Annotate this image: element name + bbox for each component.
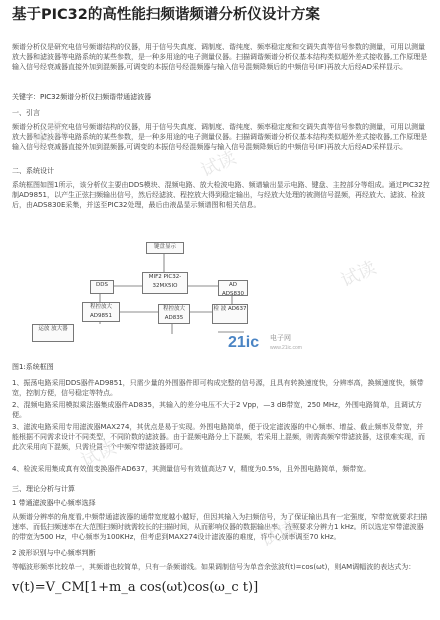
page-title: 基于PIC32的高性能扫频谐频谱分析仪设计方案	[12, 7, 320, 23]
watermark: 试读	[27, 117, 70, 152]
block-dds: DDS	[90, 280, 114, 294]
subsection-heading: 2 波形识别与中心频率判断	[12, 549, 96, 557]
list-item: 3、滤波电路采用专用滤波器MAX274，其优点是易于实现。外围电路简单，便于设定滤波器的中心频率、增益、截止频率及带宽，并能根据不同需求设计不同类型，不同阶数的滤波器。由于混频电路分上下混频，若采用上混频，则需高频窄带滤波器，这很难实现，而此次采用向下混频，只需设置一个中频窄带滤波器即可。	[12, 423, 425, 451]
svg-text:电子网: 电子网	[270, 335, 291, 342]
list-item: 2、混频电路采用模拟乘法器集成器件AD835，其输入的差分电压不大于2 Vpp，—3 dB带宽，250 MHz，外围电路简单，且调试方便。	[12, 401, 422, 419]
system-body: 系统框图如图1所示，该分析仪主要由DDS模块、混频电路、放大检波电路、频谱输出显示电路、键盘、主控部分等组成。通过PIC32控制AD9851，以产生正弦扫频输出信号，然后经滤波、程控放大得到稳定输出，与经放大处理的被测信号混频，再经放大、滤波、检波后，由ADS830E采集，并送至PIC32处理，最后由液晶显示频谱图和相关信息。	[12, 181, 430, 209]
block-pga: 程控放大 AD9851	[82, 302, 120, 322]
system-block-diagram	[12, 242, 428, 360]
block-adc: AD ADS830	[218, 280, 248, 296]
block-detector: 检 波 AD637	[212, 304, 248, 324]
watermark: 试读	[257, 517, 300, 552]
watermark: 试读	[197, 147, 240, 182]
site-logo	[226, 330, 338, 352]
block-amp: 运放 放大器	[32, 324, 74, 342]
list-item: 1、振荡电路采用DDS器件AD9851，只需少量的外围器件即可构成完整的信号源，且具有转换速度快，分辨率高，换频速度快，频带宽，控制方便，信号稳定等特点。	[12, 379, 424, 397]
watermark: 试读	[337, 257, 380, 292]
intro-body: 频谱分析仪是研究电信号频谱结构的仪器，用于信号失真度、调制度、谐纯度、频率稳定度和交调失真等信号参数的测量，可用以测量放大器和滤波器等电路系统的某些参数，是一种多用途的电子测量仪器。扫描调谐频谱分析仪基本结构类似超外差式接收器,工作原理是输入信号经衰减器直接外加到混频器,可调变的本振信号经混频器与输入信号混频降频后的中频信号(IF)再放大后经AD采样显示。	[12, 123, 428, 151]
block-mcu: MIF2 PIC32- 32MX5IO	[142, 272, 188, 294]
block-keyboard-display: 键盘显示	[146, 242, 184, 254]
section-heading: 二、系统设计	[12, 167, 54, 175]
filter-body: 从频谱分辨率的角度看,中频带通滤波器的通带宽度越小越好，但因其输入为扫频信号，为了保证输出具有一定强度，窄带宽就要求扫描速率、而低扫频速率在大范围扫频时就需较长的扫描时间，从而影响仪器的数据输出率。按照要求分辨力1 kHz。所以选定窄带滤波器的带宽为500 Hz，中心频率为100KHz，但考虑到MAX274设计滤波器的难度，将中心频率调至70 kHz。	[12, 513, 428, 541]
svg-text:www.21ic.com: www.21ic.com	[270, 345, 302, 351]
keywords: 关键字：PIC32频谱分析仪扫频谐带通滤波器	[12, 93, 152, 101]
section-heading: 三、理论分析与计算	[12, 485, 75, 493]
waveform-body: 等幅波形频率比较单一，其频谱也较简单，只有一条频谱线。如果调制信号为单音余弦波f(t)=cos(ωt)，则AM调幅波的表达式为：	[12, 563, 416, 571]
svg-text:21ic: 21ic	[228, 334, 260, 351]
figure-caption: 图1:系统框图	[12, 363, 54, 371]
list-item: 4、检波采用集成真有效值变换器件AD637，其测量信号有效值高达7 V，精度为0.5%，且外围电路简单，频带宽。	[12, 465, 371, 473]
am-formula: v(t)=V_CM[1+m_a cos(ωt)cos(ω_c t)]	[12, 580, 259, 595]
subsection-heading: 1 带通滤波器中心频率选择	[12, 499, 96, 507]
block-mixer: 程控放大 AD835	[158, 304, 190, 324]
abstract: 频谱分析仪是研究电信号频谱结构的仪器，用于信号失真度、调制度、谐纯度、频率稳定度和交调失真等信号参数的测量，可用以测量放大器和滤波器等电路系统的某些参数，是一种多用途的电子测量仪器。扫描调谐频谱分析仪基本结构类似超外差式接收器,工作原理是输入信号经衰减器直接外加到混频器,可调变的本振信号经混频器与输入信号混频降频后的中频信号(IF)再放大后经AD采样显示。	[12, 43, 428, 71]
diagram-connections	[12, 242, 428, 360]
section-heading: 一、引言	[12, 109, 40, 117]
watermark: 试读	[77, 437, 120, 472]
